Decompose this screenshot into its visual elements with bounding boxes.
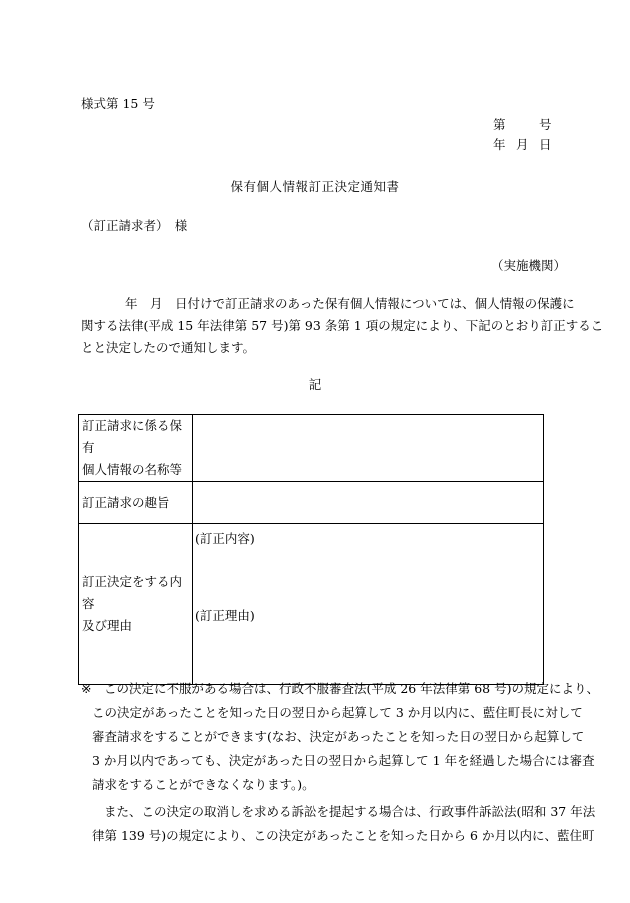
table-row — [79, 524, 544, 685]
issuing-institution: （実施機関） — [491, 258, 567, 273]
row-label — [79, 415, 193, 482]
table-row — [79, 482, 544, 524]
row-label-line: 個人情報の名称等 — [82, 462, 183, 477]
table-row — [79, 415, 544, 482]
row-label — [79, 524, 193, 685]
note-mark: ※ — [81, 681, 92, 696]
note-line: 律第 139 号)の規定により、この決定があったことを知った日から 6 か月以内に、藍住町 — [92, 828, 595, 843]
row-value — [193, 415, 544, 482]
document-number-prefix: 第 — [493, 117, 506, 132]
correction-content-label: (訂正内容) — [195, 531, 255, 546]
correction-reason-label: (訂正理由) — [195, 608, 255, 623]
row-label-line: 及び理由 — [82, 618, 133, 633]
body-text-line: 関する法律(平成 15 年法律第 57 号)第 93 条第 1 項の規定により、下記のとおり訂正するこ — [81, 318, 604, 333]
note-line: この決定があったことを知った日の翌日から起算して 3 か月以内に、藍住町長に対して — [92, 705, 583, 720]
ki-heading: 記 — [308, 377, 322, 392]
decision-table — [78, 414, 544, 685]
date-month: 月 — [516, 137, 529, 152]
addressee: （訂正請求者） 様 — [81, 218, 188, 233]
date-day: 日 — [539, 137, 552, 152]
row-label — [79, 482, 193, 524]
document-number-suffix: 号 — [539, 117, 552, 132]
body-text-line: 年 月 日付けで訂正請求のあった保有個人情報については、個人情報の保護に — [125, 296, 575, 311]
note-line: 請求をすることができなくなります。)。 — [92, 777, 315, 792]
row-label-line: 訂正請求の趣旨 — [82, 494, 170, 510]
note-line: 審査請求をすることができます(なお、決定があったことを知った日の翌日から起算して — [92, 729, 585, 744]
note-line: また、この決定の取消しを求める訴訟を提起する場合は、行政事件訴訟法(昭和 37 年法 — [104, 804, 596, 819]
row-value — [193, 524, 544, 685]
date-year: 年 — [493, 137, 506, 152]
row-label-line: 訂正請求に係る保有 — [82, 418, 183, 455]
row-label-line: 訂正決定をする内容 — [82, 574, 183, 611]
document-title: 保有個人情報訂正決定通知書 — [230, 179, 400, 194]
form-number: 様式第 15 号 — [81, 96, 155, 111]
body-text-line: とと決定したので通知します。 — [81, 340, 256, 355]
row-value — [193, 482, 544, 524]
note-line: この決定に不服がある場合は、行政不服審査法(平成 26 年法律第 68 号)の規定により、 — [104, 681, 599, 696]
note-line: 3 か月以内であっても、決定があった日の翌日から起算して 1 年を経過した場合には審査 — [92, 753, 595, 768]
